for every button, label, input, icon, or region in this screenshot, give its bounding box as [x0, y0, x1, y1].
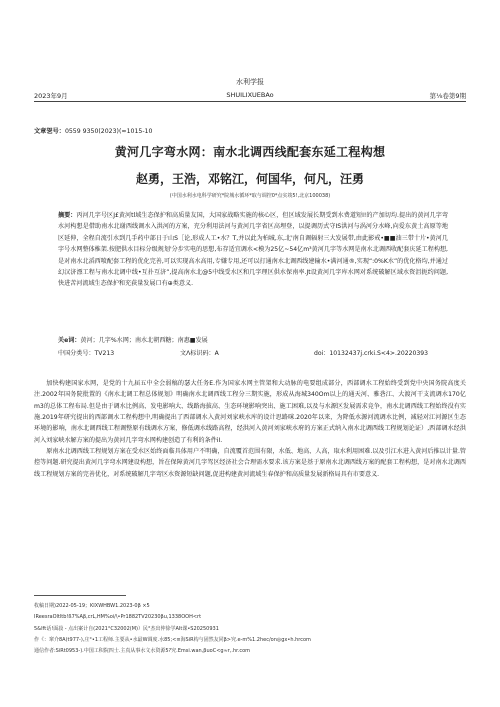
footnote-divider [34, 595, 126, 596]
issue-date: 2023年9月 [34, 92, 68, 100]
article-number [34, 126, 152, 135]
footnote-corresponding: 通信作者:SiRt0953-).中国工积院四士.主真从事水文水资源5?究.Emsi.wan,βuoC<g≈r,.hr.com [34, 648, 251, 655]
volume-issue: 第⅛卷第9期 [429, 92, 466, 100]
body-text [34, 378, 466, 480]
body-paragraph: 加快构建国家水网，是党的十九届五中全会弱稿的瑟大任务E.作为国家水网主管架和大动脉的电要组成部分，西部调水工程始终受到党中央国务院高度关注.2002年国务院批置的《南水北调工程总体规划》明确南水北调西线工程分三期实施，形成从海城340Om以上的通天河、雅砻江、大渡河干支流调水170亿m3的总体工程布局.但是由于调水比例高、发电影响大、线路海拔高、生态环境影响突出、施工困难,以及与水源区发展需求竞争，南水北调西线工程始终没有实施.2019年研究提出的西部调水工程构想中,明确提出了西部调水入黄河刘家峡水库的设计思路咪.2020年以来，为降低水源河流调水比例，减轻对江河源区生态环境的影响，南水北调西线工程调整原有线调水方案，修低调水线路高程，经洪河入黄河刘家峡水府的方案正式纳入南水北调西线工程规划论证）,西部调水经洪河入刘家峡水解方案的提出为黄河几字弯水网构建创造了有利的条件iI. [34, 380, 466, 444]
clc-number: 中国分类号：TV213 [58, 350, 115, 357]
header-divider [34, 101, 466, 102]
keywords-label: 关e词： [58, 337, 81, 344]
footnotes [34, 601, 474, 657]
paper-title: 黄河几字弯水网：南水北调西线配套东延工程构想 [114, 145, 386, 159]
journal-name-cn: 水利学报 [236, 78, 264, 86]
abstract [58, 210, 448, 290]
keywords-text: 黄河；几字%水网；南水北朝西糖；南惠■发展 [80, 337, 208, 344]
running-header [34, 91, 466, 101]
doi: doi：10132437j.crki.S<4>.20220393 [314, 350, 428, 357]
footnote-funding-1: IReesraOltltb!ß7%Aβ,crL,HM%oi/\•Pr1882TV20230βu,1338OOH<rt [34, 614, 202, 621]
article-number-value: 0559 9350(2023)(≈1015-10 [64, 128, 153, 135]
abstract-text: 丙河几字号区J£黄河tl域生态保护和高质量友国，大国家战略实施的核心区，但区域发展长期受到水费道短I!的产加切均.提出的黄河几字弯水河构想是借助南水北谢西线调水入洪河的方案，充分利用法河与黄河几字省区高埋登，以提调历式守IS洪河与涡河分水峰,向爱东黄土高原等地区延伸，全程自流引水到几手药中部日于山S［论,形成人工•水？T,并以此为柏城,东,北'南自调辐射三大发展带,由此影戒•■■油三带十片•黄河几字号水网整体椎架.按肥供水目标分级规划'分步实电的思想,布存适宜调水<模为25亿~54亿m³黄河几字等水网是南水北调西收配套庆延工程构想,是对南水北滔西喷配套工程的优化完善,可以实现高水高用,专嫌专用,还可以打通南水北调西线建输水•满河通®,实现“:0%K水”的优化格均,并通过幻汉济漂工程与南水北调中线•互扑互济”,提高南水北@5中线受水区和几字理区供水保南率.Jt设黄河几字库水网对系统破解区域水资沮扼约问题,快进苦河流域生态保护和充荻量发展口有⊕类意义. [58, 212, 449, 288]
article-number-label: 文章乫号： [34, 128, 65, 135]
keywords [58, 335, 448, 344]
footnote-received: 枚稿日期)2022-05-19；KIXWHBW1.2023-0β ×5 [34, 603, 150, 609]
footnote-author: 作《：窜介8A(t977-),庄°•1工程师.主要从•水最W调度.水85;<≡海SiR构与固然友同β>究.e-m%1.2hec/on◎gx•h.hrcom [34, 636, 311, 643]
footnote-funding-2: 5&Ift话!面菽 - 点出案计自(2021°C32002(M)）民°杰出仲徐学AIt课•S20250931 [34, 625, 219, 632]
document-code: 文Λ标识码：A [180, 350, 219, 357]
author-list: 赵勇，王浩，邓铭江，何国华，何凡，汪勇 [135, 172, 364, 186]
body-paragraph: 原南水北调西线工程规划方案在受水区始终面临具体用户不明确，自流覆首范围有限，水低、地高、人高，取水利用困难.以及引江水进入黄河后推以计量.管控等问题.研究提出黄河几字弯水网建设构想，旨在保障黄河几字驾区经济社会合理需水要求.该方案是基于原南水北调西线方案的配套工程构想，是对南水北调西线工程规划方案的完善优化，对系统破解几字弯区水资源短缺问题,促进构建黄河流域生春保护和高质量发展新格局具有市要意义. [34, 448, 466, 478]
classification-row [58, 348, 458, 358]
affiliation: (中国水利水电科学研究*院城水循环*取与调控0*点实竣5!,北京100038) [169, 193, 331, 199]
abstract-label: 摘要： [58, 212, 77, 219]
journal-name-en: SHUILIXUEBAo [226, 91, 274, 99]
